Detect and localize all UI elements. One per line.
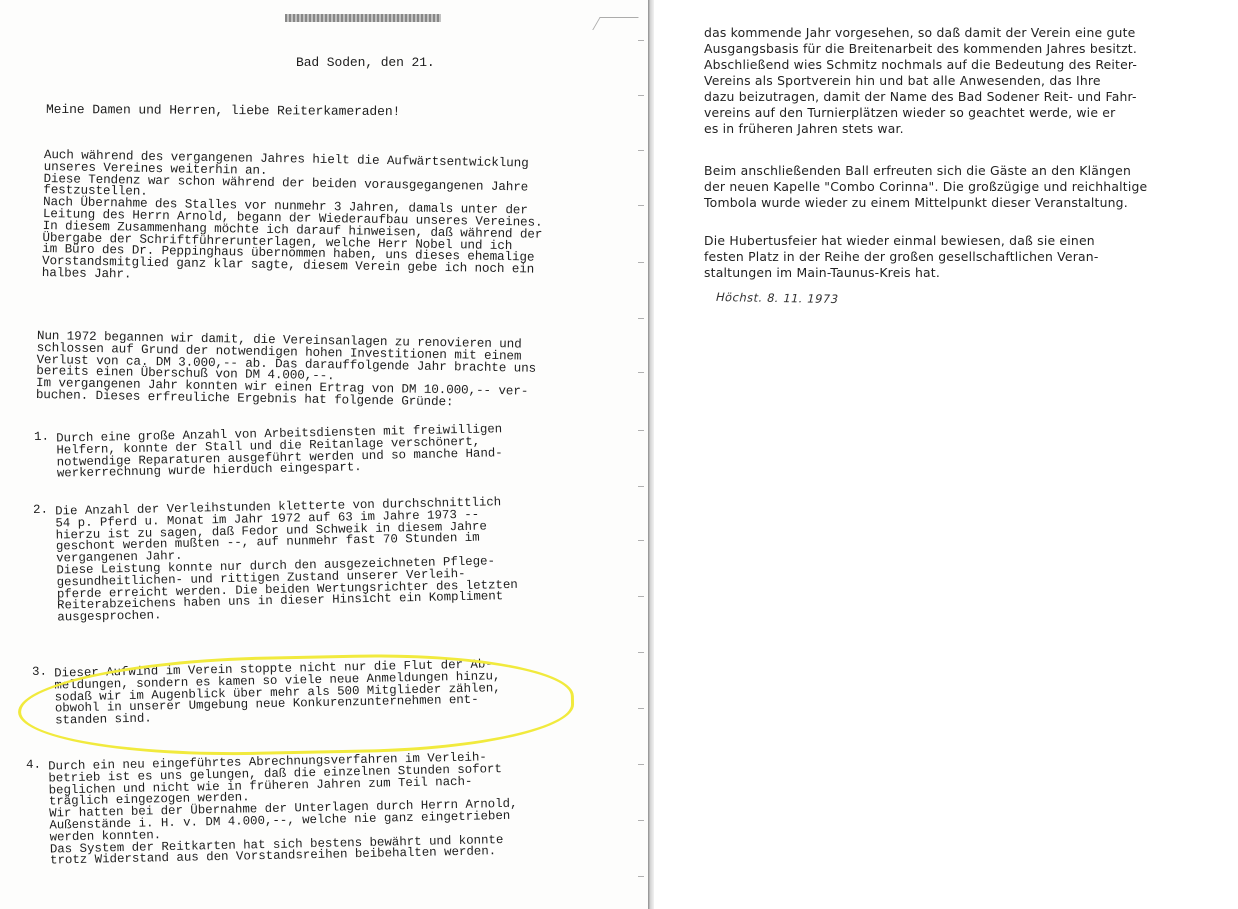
date-line: Bad Soden, den 21. <box>296 55 435 70</box>
salutation: Meine Damen und Herren, liebe Reiterkameraden! <box>45 101 401 120</box>
list-item-text: Durch eine große Anzahl von Arbeitsdiensten mit freiwilligen Helfern, konnte der Stall und die Reitanlage verschönert, notwendige Reparaturen ausgeführt werden und so manche Hand- werkerrechnung wurde hierduch eingespart. <box>55 422 503 481</box>
paragraph-ball: Beim anschließenden Ball erfreuten sich die Gäste an den Klängen der neuen Kapelle "Combo Corinna". Die großzügige und reichhaltige Tombola wurde wieder zu einem Mittelpunkt dieser Veranstaltung. <box>704 163 1148 210</box>
paragraph-finances: Nun 1972 begannen wir damit, die Vereinsanlagen zu renovieren und schlossen auf Grund der notwendigen hohen Investitionen mit einem Verlust von ca. DM 3.000,-- ab. Das darauffolgende Jahr brachte uns bereits einen Überschuß von DM 4.000,--. Im vergangenen Jahr konnten wir einen Ertrag von DM 10.000,-- ver- buchen. Dieses erfreuliche Ergebnis hat folgende Gründe: <box>35 329 537 410</box>
paragraph-closing-remarks: das kommende Jahr vorgesehen, so daß damit der Verein eine gute Ausgangsbasis für die Breitenarbeit des kommenden Jahres besitzt. Abschließend wies Schmitz nochmals auf die Bedeutung des Reiter- Vereins als Sportverein hin und bat alle Anwesenden, das Ihre dazu beizutragen, damit der Name des Bad Sodener Reit- und Fahr- vereins auf den Turnierplätzen wieder so geachtet werde, wie er es in früheren Jahren stets war. <box>704 25 1138 136</box>
list-item-number: 1. <box>33 429 50 444</box>
scan-artifact-stripe <box>285 14 441 22</box>
right-document-page <box>654 0 1238 909</box>
list-item-number: 2. <box>32 502 49 517</box>
paper-fold-mark <box>592 17 639 30</box>
list-item-text: Durch ein neu eingeführtes Abrechnungsverfahren im Verleih- betrieb ist es uns gelungen, daß die einzelnen Stunden sofort beglichen und nicht wie in früheren Jahren zum Teil nach- träglich eingezogen werden. Wir hatten bei der Übernahme der Unterlagen durch Herrn Arnold, Außenstände i. H. v. DM 4.000,--, welche nie ganz eingetrieben werden konnten. Das System der Reitkarten hat sich bestens bewährt und konnte trotz Widerstand aus den Vorstandsreihen beibehalten werden. <box>47 750 518 868</box>
handwritten-date-note: Höchst. 8. 11. 1973 <box>714 289 841 307</box>
scan-edge-ticks <box>638 0 644 909</box>
list-item-text: Die Anzahl der Verleihstunden kletterte von durchschnittlich 54 p. Pferd u. Monat im Jahr 1972 auf 63 im Jahre 1973 -- hierzu ist zu sagen, daß Fedor und Schweik in diesem Jahre geschont werden mußten --, auf nunmehr fast 70 Stunden im vergangenen Jahr. Diese Leistung konnte nur durch den ausgezeichneten Pflege- gesundheitlichen- und rittigen Zustand unserer Verleih- pferde erreicht werden. Die beiden Wertungsrichter des letzten Reiterabzeichens haben uns in dieser Hinsicht ein Kompliment ausgesprochen. <box>54 495 518 625</box>
paragraph-association-development: Auch während des vergangenen Jahres hielt die Aufwärtsentwicklung unseres Vereines weiterhin an. Diese Tendenz war schon während der beiden vorausgegangenen Jahre festzustellen. Nach Übernahme des Stalles vor nunmehr 3 Jahren, damals unter der Leitung des Herrn Arnold, begann der Wiederaufbau unseres Vereines. In diesem Zusammenhang möchte ich darauf hinweisen, daß während der Übergabe der Schriftführerunterlagen, welche Herr Nobel und ich im Büro des Dr. Peppinghaus übernommen haben, uns dieses ehemalige Vorstandsmitglied ganz klar sagte, diesem Verein gebe ich noch ein halbes Jahr. <box>41 148 543 282</box>
list-item-text: Dieser Aufwind im Verein stoppte nicht nur die Flut der Ab- meldungen, sondern es kamen so viele neue Anmeldungen hinzu, sodaß wir im Augenblick über mehr als 500 Mitglieder zählen, obwohl in unserer Umgebung neue Konkurenzunternehmen ent- standen sind. <box>53 657 501 728</box>
list-item-number: 4. <box>25 757 42 772</box>
list-item-number: 3. <box>31 664 48 679</box>
paragraph-hubertus-celebration: Die Hubertusfeier hat wieder einmal bewiesen, daß sie einen festen Platz in der Reihe der großen gesellschaftlichen Veran- staltungen im Main-Taunus-Kreis hat. <box>704 233 1099 280</box>
